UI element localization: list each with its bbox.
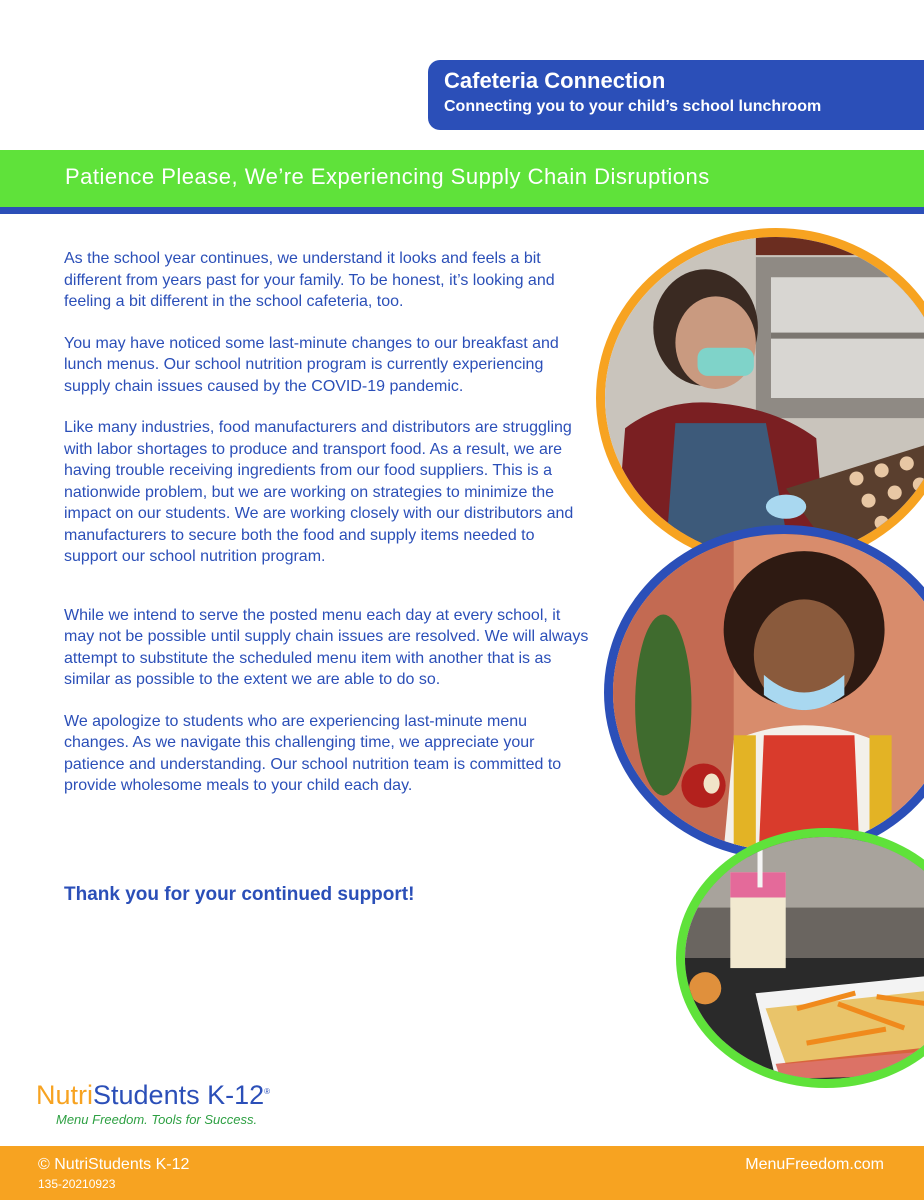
- logo-tagline: Menu Freedom. Tools for Success.: [56, 1112, 258, 1127]
- paragraph-4: While we intend to serve the posted menu each day at every school, it may not be possible until supply chain issues are resolved. We will always attempt to substitute the scheduled menu item with another that is as similar as possible to the extent we are able to do so.: [64, 606, 589, 688]
- nutristudents-logo: [36, 1076, 270, 1129]
- header-title: Cafeteria Connection: [444, 68, 666, 93]
- footer-document-code: 135-20210923: [38, 1177, 116, 1191]
- paragraph-5: We apologize to students who are experiencing last-minute menu changes. As we navigate this challenging time, we appreciate your patience and understanding. Our school nutrition team is committed to provide wholesome meals to your child each day.: [64, 712, 562, 794]
- paragraph-3: Like many industries, food manufacturers and distributors are struggling with labor shortages to produce and transport food. As a result, we are having trouble receiving ingredients from our food suppliers. This is a nationwide problem, but we are working on strategies to minimize the impact on our students. We are working closely with our distributors and manufacturers to secure both the food and supply items needed to support our school nutrition program.: [64, 419, 574, 565]
- photo-lunch-tray: [676, 828, 924, 1088]
- headline-banner: [0, 150, 924, 207]
- footer-bar: [0, 1146, 924, 1200]
- divider-rule: [0, 207, 924, 214]
- paragraph-2: You may have noticed some last-minute changes to our breakfast and lunch menus. Our school nutrition program is currently experiencing supply chain issues caused by the COVID-19 pandemic.: [64, 334, 559, 395]
- header-box: [428, 60, 924, 130]
- logo-brand-students: Students K-12: [93, 1080, 265, 1110]
- closing-line: Thank you for your continued support!: [64, 884, 415, 905]
- footer-copyright: © NutriStudents K-12: [38, 1156, 190, 1173]
- logo-brand-nutri: Nutri: [36, 1080, 94, 1110]
- registered-mark: ®: [264, 1087, 271, 1096]
- paragraph-1: As the school year continues, we understand it looks and feels a bit different from years past for your family. To be honest, it’s looking and feeling a bit different in the school cafeteria, too.: [64, 250, 555, 310]
- header-subtitle: Connecting you to your child’s school lunchroom: [444, 98, 822, 115]
- article-body: [64, 248, 589, 817]
- photo-student-with-apple: [604, 525, 924, 860]
- logo-wordmark: [36, 1076, 270, 1111]
- photo-cafeteria-worker: [596, 228, 924, 568]
- headline-text: Patience Please, We’re Experiencing Supply Chain Disruptions: [65, 164, 710, 189]
- footer-website-link[interactable]: MenuFreedom.com: [745, 1156, 884, 1173]
